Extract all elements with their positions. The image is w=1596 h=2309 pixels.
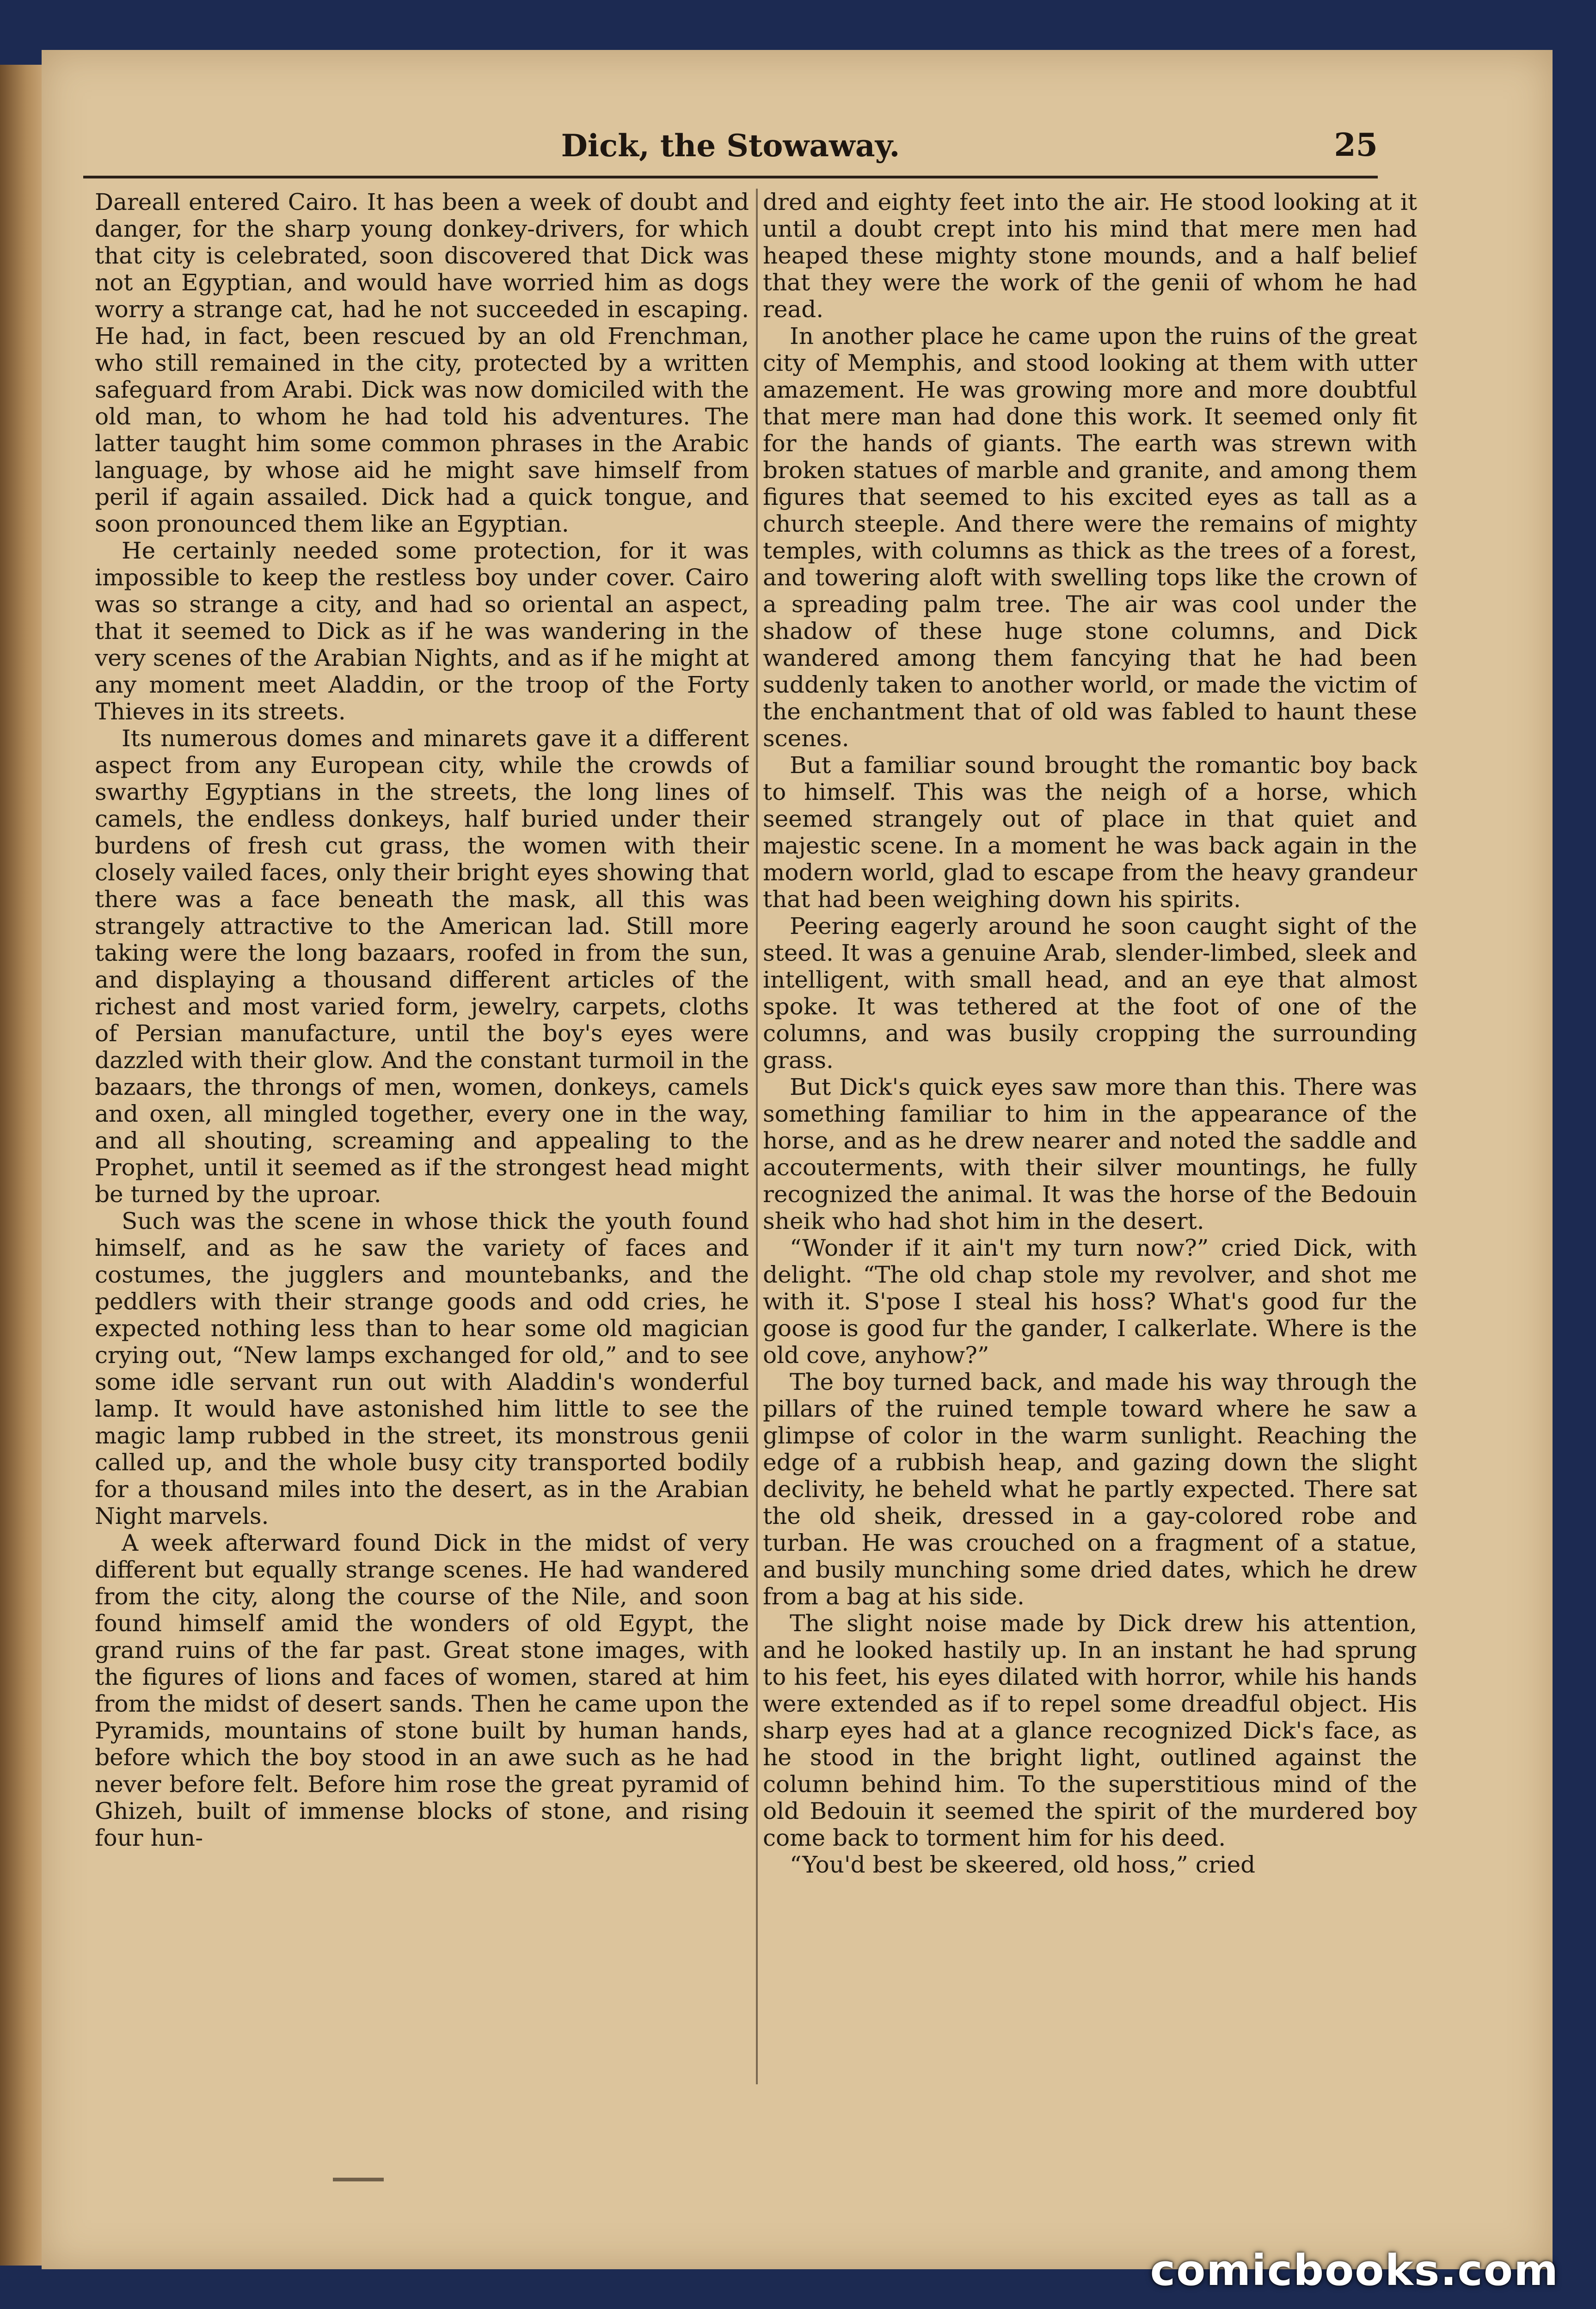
paragraph: Peering eagerly around he soon caught sight of the steed. It was a genuine Arab, slender-limbed, sleek and intelligent, with small head, and an eye that almost spoke. It was tethered at the foot of one of the columns, and was busily cropping the surrounding grass. — [763, 913, 1417, 1074]
paragraph: A week afterward found Dick in the midst of very different but equally strange scenes. He had wandered from the city, along the course of the Nile, and soon found himself amid the wonders of old Egypt, the grand ruins of the far past. Great stone images, with the figures of lions and faces of women, stared at him from the midst of desert sands. Then he came upon the Pyramids, mountains of stone built by human hands, before which the boy stood in an awe such as he had never before felt. Before him rose the great pyramid of Ghizeh, built of immense blocks of stone, and rising four hun- — [95, 1529, 749, 1851]
running-header — [83, 111, 1378, 178]
paragraph: “Wonder if it ain't my turn now?” cried Dick, with delight. “The old chap stole my revolver, and shot me with it. S'pose I steal his hoss? What's good fur the goose is good fur the gander, I calkerlate. Where is the old cove, anyhow?” — [763, 1234, 1417, 1369]
paragraph: The boy turned back, and made his way through the pillars of the ruined temple toward where he saw a glimpse of color in the warm sunlight. Reaching the edge of a rubbish heap, and gazing down the slight declivity, he beheld what he partly expected. There sat the old sheik, dressed in a gay-colored robe and turban. He was crouched on a fragment of a statue, and busily munching some dried dates, which he drew from a bag at his side. — [763, 1369, 1417, 1610]
paragraph: The slight noise made by Dick drew his attention, and he looked hastily up. In an instant he had sprung to his feet, his eyes dilated with horror, while his hands were extended as if to repel some dreadful object. His sharp eyes had at a glance recognized Dick's face, as he stood in the bright light, outlined against the column behind him. To the superstitious mind of the old Bedouin it seemed the spirit of the murdered boy come back to torment him for his deed. — [763, 1610, 1417, 1851]
paragraph: Such was the scene in whose thick the youth found himself, and as he saw the variety of faces and costumes, the jugglers and mountebanks, and the peddlers with their strange goods and odd cries, he expected nothing less than to hear some old magician crying out, “New lamps exchanged for old,” and to see some idle servant run out with Aladdin's wonderful lamp. It would have astonished him little to see the magic lamp rubbed in the street, its monstrous genii called up, and the whole busy city transported bodily for a thousand miles into the desert, as in the Arabian Night marvels. — [95, 1208, 749, 1529]
text-column-left — [95, 189, 749, 2084]
page-number: 25 — [1334, 127, 1378, 164]
paragraph: dred and eighty feet into the air. He stood looking at it until a doubt crept into his mind that mere men had heaped these mighty stone mounds, and a half belief that they were the work of the genii of whom he had read. — [763, 189, 1417, 323]
paragraph: In another place he came upon the ruins of the great city of Memphis, and stood looking at them with utter amazement. He was growing more and more doubtful that mere man had done this work. It seemed only fit for the hands of giants. The earth was strewn with broken statues of marble and granite, and among them figures that seemed to his excited eyes as tall as a church steeple. And there were the remains of mighty temples, with columns as thick as the trees of a forest, and towering aloft with swelling tops like the crown of a spreading palm tree. The air was cool under the shadow of these huge stone columns, and Dick wandered among them fancying that he had been suddenly taken to another world, or made the victim of the enchantment that of old was fabled to haunt these scenes. — [763, 323, 1417, 752]
book-binding — [0, 65, 44, 2266]
column-divider — [756, 189, 758, 2084]
paragraph: Dareall entered Cairo. It has been a week of doubt and danger, for the sharp young donkey-drivers, for which that city is celebrated, soon discovered that Dick was not an Egyptian, and would have worried him as dogs worry a strange cat, had he not succeeded in escaping. He had, in fact, been rescued by an old Frenchman, who still remained in the city, protected by a written safeguard from Arabi. Dick was now domiciled with the old man, to whom he had told his adventures. The latter taught him some common phrases in the Arabic language, by whose aid he might save himself from peril if again assailed. Dick had a quick tongue, and soon pronounced them like an Egyptian. — [95, 189, 749, 537]
paragraph: Its numerous domes and minarets gave it a different aspect from any European city, while the crowds of swarthy Egyptians in the streets, the long lines of camels, the endless donkeys, half buried under their burdens of fresh cut grass, the women with their closely vailed faces, only their bright eyes showing that there was a face beneath the mask, all this was strangely attractive to the American lad. Still more taking were the long bazaars, roofed in from the sun, and displaying a thousand different articles of the richest and most varied form, jewelry, carpets, cloths of Persian manufacture, until the boy's eyes were dazzled with their glow. And the constant turmoil in the bazaars, the throngs of men, women, donkeys, camels and oxen, all mingled together, every one in the way, and all shouting, screaming and appealing to the Prophet, until it seemed as if the strongest head might be turned by the uproar. — [95, 725, 749, 1208]
paragraph: But a familiar sound brought the romantic boy back to himself. This was the neigh of a horse, which seemed strangely out of place in that quiet and majestic scene. In a moment he was back again in the modern world, glad to escape from the heavy grandeur that had been weighing down his spirits. — [763, 752, 1417, 913]
paragraph: “You'd best be skeered, old hoss,” cried — [790, 1851, 1256, 1878]
watermark-text: comicbooks.com — [1150, 2246, 1559, 2295]
paragraph: He certainly needed some protection, for it was impossible to keep the restless boy under cover. Cairo was so strange a city, and had so oriental an aspect, that it seemed to Dick as if he was wandering in the very scenes of the Arabian Nights, and as if he might at any moment meet Aladdin, or the troop of the Forty Thieves in its streets. — [95, 537, 749, 725]
footer-printer-mark — [333, 2178, 384, 2181]
text-column-right — [763, 189, 1417, 2084]
paragraph: But Dick's quick eyes saw more than this. There was something familiar to him in the appearance of the horse, and as he drew nearer and noted the saddle and accouterments, with their silver mountings, he fully recognized the animal. It was the horse of the Bedouin sheik who had shot him in the desert. — [763, 1074, 1417, 1234]
page-title: Dick, the Stowaway. — [561, 128, 900, 164]
